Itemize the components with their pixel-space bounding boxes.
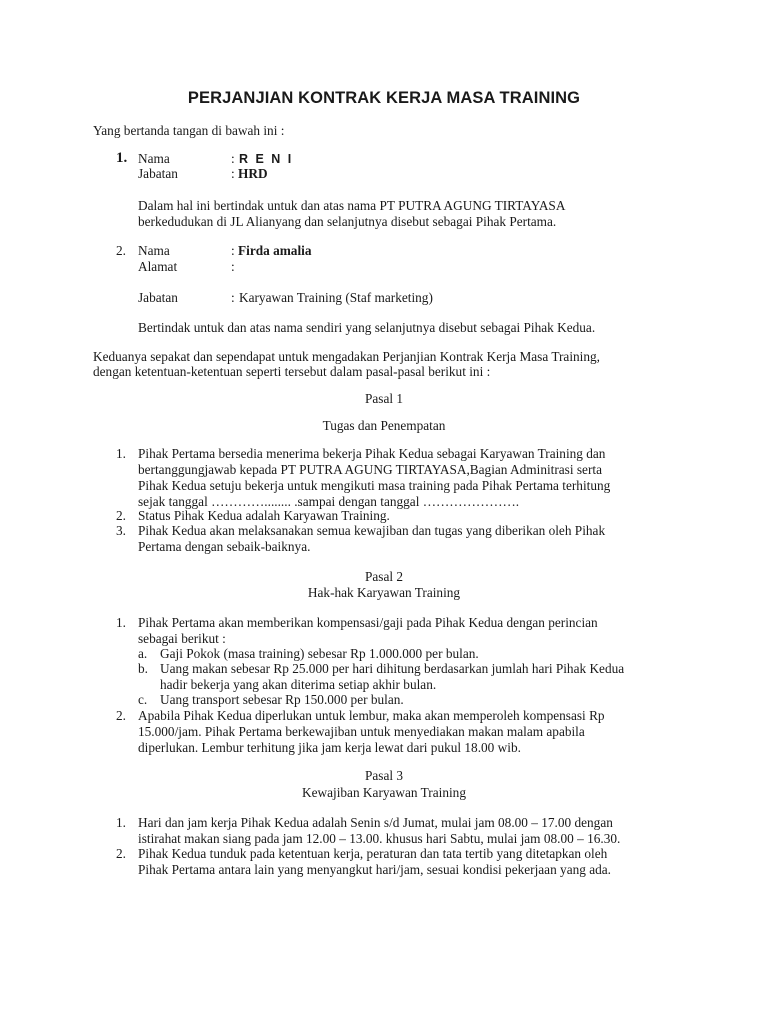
list-line: Pihak Kedua setuju bekerja untuk mengikuti masa training pada Pihak Pertama terhitung [138,478,611,493]
party1-desc-line2: berkedudukan di JL Alianyang dan selanjutnya disebut sebagai Pihak Pertama. [138,214,557,229]
list-line: Pihak Pertama antara lain yang menyangkut hari/jam, sesuai kondisi pekerjaan yang ada. [138,862,611,877]
list-line: istirahat makan siang pada jam 12.00 – 13.00. khusus hari Sabtu, mulai jam 08.00 – 16.30. [138,831,621,846]
pasal2-subheading: Hak-hak Karyawan Training [307,585,461,600]
party1-name-colon: : [231,151,235,166]
party2-name-value: Firda amalia [238,243,312,258]
document-title: PERJANJIAN KONTRAK KERJA MASA TRAINING [187,89,581,107]
list-line: Pihak Pertama bersedia menerima bekerja Pihak Kedua sebagai Karyawan Training dan [138,446,606,461]
list-number: 2. [116,708,126,723]
list-line: Apabila Pihak Kedua diperlukan untuk lembur, maka akan memperoleh kompensasi Rp [138,708,605,723]
list-line: Pihak Kedua tunduk pada ketentuan kerja, peraturan dan tata tertib yang ditetapkan oleh [138,846,608,861]
list-number: 3. [116,523,126,538]
agreement-line1: Keduanya sepakat dan sependapat untuk mengadakan Perjanjian Kontrak Kerja Masa Training, [93,349,600,364]
party2-name-colon: : [231,243,235,258]
pasal2-heading: Pasal 2 [364,569,404,584]
party1-desc-line1: Dalam hal ini bertindak untuk dan atas nama PT PUTRA AGUNG TIRTAYASA [138,198,566,213]
list-line: 15.000/jam. Pihak Pertama berkewajiban untuk menyediakan makan malam apabila [138,724,585,739]
party1-position-label: Jabatan [138,166,178,181]
party2-name-label: Nama [138,243,170,258]
pasal1-heading: Pasal 1 [364,391,404,406]
pasal3-heading: Pasal 3 [364,768,404,783]
list-letter: a. [138,646,148,661]
list-number: 1. [116,446,126,461]
party2-position-value: Karyawan Training (Staf marketing) [239,290,433,305]
list-number: 2. [116,508,126,523]
party1-number: 1. [116,150,128,166]
pasal3-subheading: Kewajiban Karyawan Training [302,785,466,800]
list-line: Uang transport sebesar Rp 150.000 per bulan. [160,692,404,707]
party1-position-value: HRD [238,166,268,181]
list-letter: c. [138,692,148,707]
list-line: sejak tanggal …………........ .sampai dengan tanggal …………………. [138,494,520,509]
party1-position-colon: : [231,166,235,181]
list-number: 1. [116,615,126,630]
agreement-line2: dengan ketentuan-ketentuan seperti tersebut dalam pasal-pasal berikut ini : [93,364,491,379]
list-letter: b. [138,661,148,676]
list-number: 1. [116,815,126,830]
party1-name-value: R E N I [239,152,294,166]
party2-number: 2. [116,243,126,258]
party2-address-colon: : [231,259,235,274]
list-line: Pihak Kedua akan melaksanakan semua kewajiban dan tugas yang diberikan oleh Pihak [138,523,606,538]
list-line: Gaji Pokok (masa training) sebesar Rp 1.000.000 per bulan. [160,646,479,661]
party2-desc: Bertindak untuk dan atas nama sendiri yang selanjutnya disebut sebagai Pihak Kedua. [138,320,596,335]
list-line: bertanggungjawab kepada PT PUTRA AGUNG TIRTAYASA,Bagian Adminitrasi serta [138,462,602,477]
list-line: sebagai berikut : [138,631,226,646]
party2-address-label: Alamat [138,259,178,274]
list-line: Pihak Pertama akan memberikan kompensasi/gaji pada Pihak Kedua dengan perincian [138,615,598,630]
list-line: Uang makan sebesar Rp 25.000 per hari dihitung berdasarkan jumlah hari Pihak Kedua [160,661,625,676]
pasal1-subheading: Tugas dan Penempatan [322,418,446,433]
list-line: Pertama dengan sebaik-baiknya. [138,539,311,554]
list-line: diperlukan. Lembur terhitung jika jam kerja lewat dari pukul 18.00 wib. [138,740,521,755]
list-line: Status Pihak Kedua adalah Karyawan Training. [138,508,390,523]
party1-name-label: Nama [138,151,170,166]
list-line: Hari dan jam kerja Pihak Kedua adalah Senin s/d Jumat, mulai jam 08.00 – 17.00 dengan [138,815,613,830]
party2-position-colon: : [231,290,235,305]
list-number: 2. [116,846,126,861]
list-line: hadir bekerja yang akan diterima setiap akhir bulan. [160,677,437,692]
party2-position-label: Jabatan [138,290,178,305]
intro-text: Yang bertanda tangan di bawah ini : [93,123,285,138]
